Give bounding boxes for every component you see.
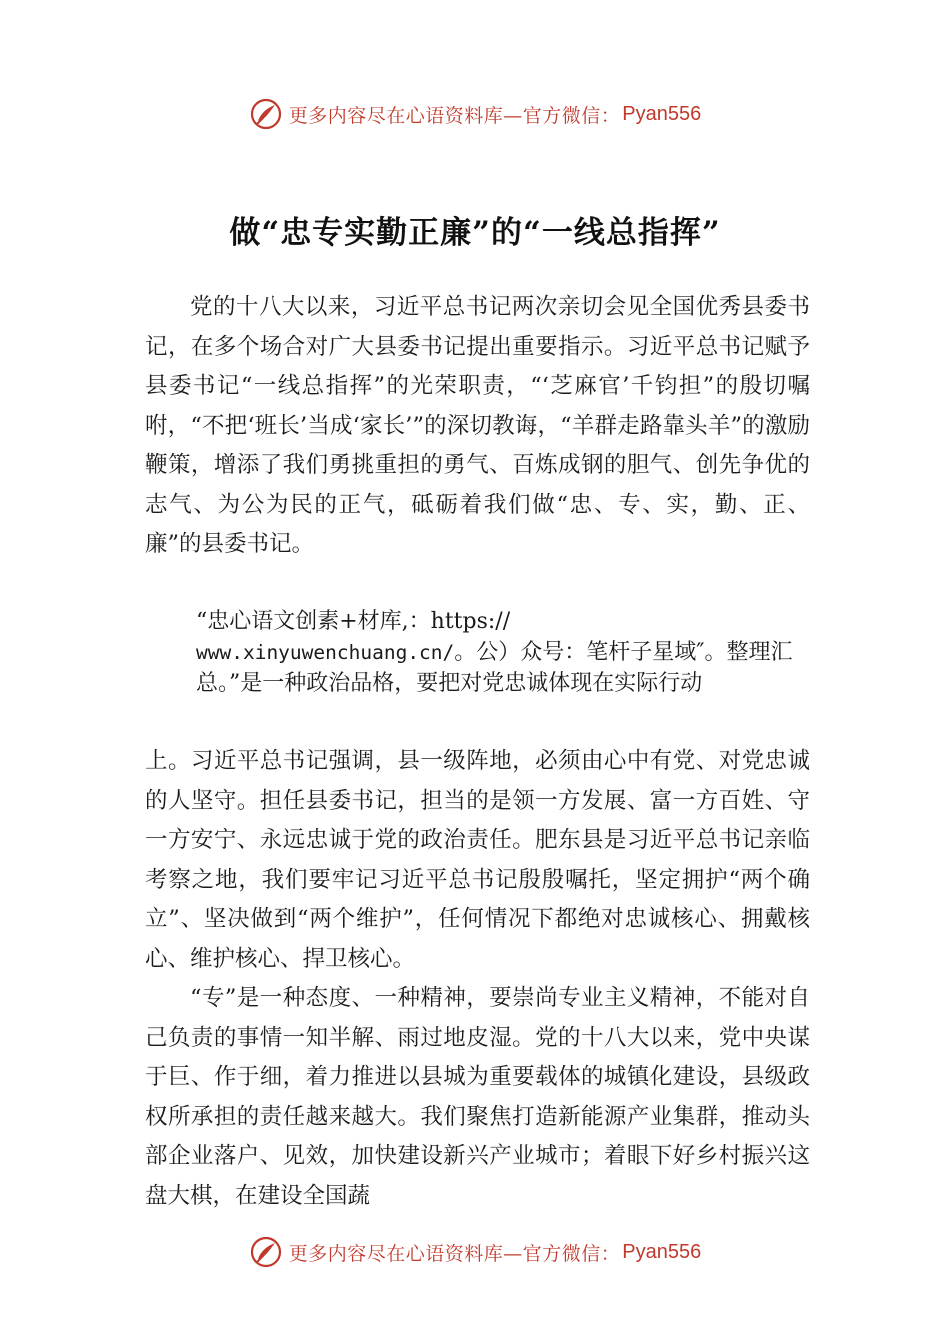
header-watermark-banner [0,94,950,134]
logo-icon [249,1235,283,1269]
banner-wechat-id: Pyan556 [622,1240,702,1263]
paragraph-3: “专”是一种态度、一种精神，要崇尚专业主义精神，不能对自己负责的事情一知半解、雨过地皮湿。党的十八大以来，党中央谋于巨、作于细，着力推进以县城为重要载体的城镇化建设，县级政权所承担的责任越来越大。我们聚焦打造新能源产业集群，推动头部企业落户、见效，加快建设新兴产业城市；着眼下好乡村振兴这盘大棋，在建设全国蔬 [145,985,810,1209]
paragraph-2: 上。习近平总书记强调，县一级阵地，必须由心中有党、对党忠诚的人坚守。担任县委书记，担当的是领一方发展、富一方百姓、守一方安宁、永远忠诚于党的政治责任。肥东县是习近平总书记亲临考察之地，我们要牢记习近平总书记殷殷嘱托，坚定拥护“两个确立”、坚决做到“两个维护”，任何情况下都绝对忠诚核心、拥戴核心、维护核心、捍卫核心。 [145,748,810,972]
note-text-part1: “忠心语文创素+材库,：https:// [196,609,511,634]
footer-watermark-banner [0,1232,950,1272]
banner-text: 更多内容尽在心语资料库—官方微信： [288,1242,621,1265]
banner-wechat-id: Pyan556 [622,102,702,125]
document-title: 做“忠专实勤正廉”的“一线总指挥” [229,214,721,251]
paragraph-1: 党的十八大以来，习近平总书记两次亲切会见全国优秀县委书记，在多个场合对广大县委书记提出重要指示。习近平总书记赋予县委书记“一线总指挥”的光荣职责，“‘芝麻官’千钧担”的殷切嘱咐，“不把‘班长’当成‘家长’”的深切教诲，“羊群走路靠头羊”的激励鞭策，增添了我们勇挑重担的勇气、百炼成钢的胆气、创先争优的志气、为公为民的正气，砥砺着我们做“忠、专、实，勤、正、廉”的县委书记。 [145,294,810,557]
watermark-note [196,606,836,699]
note-url: www.xinyuwenchuang.cn/ [196,641,455,664]
logo-icon [249,97,283,131]
banner-text: 更多内容尽在心语资料库—官方微信： [288,104,621,127]
note-text-part2: 。公）众号：笔杆子星域″。整理汇总。”是一种政治品格，要把对党忠诚体现在实际行动 [196,640,793,696]
